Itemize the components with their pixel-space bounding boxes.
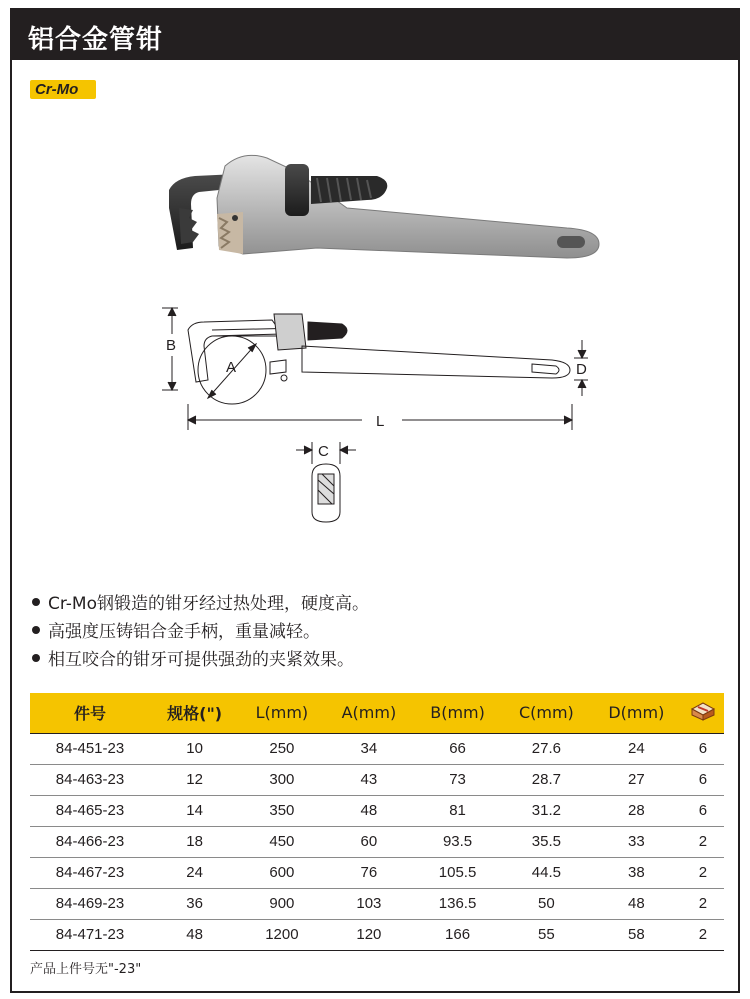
table-cell: 55 <box>502 919 591 950</box>
feature-item: 高强度压铸铝合金手柄，重量减轻。 <box>32 618 722 646</box>
feature-list <box>32 590 722 674</box>
table-cell: 18 <box>150 826 239 857</box>
col-a: A(mm) <box>325 693 414 733</box>
pipe-wrench-photo <box>147 138 627 278</box>
table-cell: 350 <box>239 795 324 826</box>
table-cell: 84-467-23 <box>30 857 150 888</box>
box-icon <box>690 701 716 721</box>
col-b: B(mm) <box>413 693 502 733</box>
spec-table-body <box>30 733 724 950</box>
table-cell: 34 <box>325 733 414 764</box>
table-cell: 36 <box>150 888 239 919</box>
label-b: B <box>166 337 177 354</box>
table-cell: 81 <box>413 795 502 826</box>
table-row <box>30 795 724 826</box>
table-cell: 84-466-23 <box>30 826 150 857</box>
label-d: D <box>576 361 587 378</box>
catalog-frame <box>10 8 740 993</box>
table-cell: 1200 <box>239 919 324 950</box>
table-cell: 12 <box>150 764 239 795</box>
table-cell: 300 <box>239 764 324 795</box>
table-cell: 93.5 <box>413 826 502 857</box>
table-row <box>30 857 724 888</box>
header-bar <box>12 10 738 60</box>
table-cell: 28.7 <box>502 764 591 795</box>
table-cell: 35.5 <box>502 826 591 857</box>
table-cell: 24 <box>591 733 682 764</box>
footnote: 产品上件号无"-23" <box>30 962 142 977</box>
label-a: A <box>226 359 237 376</box>
col-c: C(mm) <box>502 693 591 733</box>
table-cell: 48 <box>591 888 682 919</box>
col-part-number: 件号 <box>30 693 150 733</box>
col-package <box>682 693 724 733</box>
table-cell: 10 <box>150 733 239 764</box>
table-header-row <box>30 693 724 733</box>
spec-table <box>30 693 724 951</box>
table-cell: 43 <box>325 764 414 795</box>
table-cell: 27 <box>591 764 682 795</box>
bullet-icon <box>32 598 40 606</box>
table-cell: 103 <box>325 888 414 919</box>
feature-item: Cr-Mo钢锻造的钳牙经过热处理，硬度高。 <box>32 590 722 618</box>
table-cell: 38 <box>591 857 682 888</box>
table-cell: 250 <box>239 733 324 764</box>
table-cell: 66 <box>413 733 502 764</box>
table-cell: 76 <box>325 857 414 888</box>
table-cell: 84-451-23 <box>30 733 150 764</box>
table-cell: 48 <box>150 919 239 950</box>
dimension-drawing <box>152 300 612 540</box>
table-cell: 105.5 <box>413 857 502 888</box>
table-row <box>30 888 724 919</box>
table-row <box>30 733 724 764</box>
table-cell: 84-465-23 <box>30 795 150 826</box>
table-cell: 2 <box>682 888 724 919</box>
table-cell: 900 <box>239 888 324 919</box>
table-cell: 136.5 <box>413 888 502 919</box>
table-cell: 48 <box>325 795 414 826</box>
table-cell: 6 <box>682 733 724 764</box>
bullet-icon <box>32 654 40 662</box>
table-cell: 166 <box>413 919 502 950</box>
table-cell: 84-469-23 <box>30 888 150 919</box>
table-cell: 28 <box>591 795 682 826</box>
label-c: C <box>318 443 329 460</box>
col-size: 规格(") <box>150 693 239 733</box>
table-cell: 50 <box>502 888 591 919</box>
table-row <box>30 764 724 795</box>
table-row <box>30 826 724 857</box>
table-cell: 2 <box>682 919 724 950</box>
label-l: L <box>376 413 385 430</box>
table-cell: 2 <box>682 857 724 888</box>
table-cell: 6 <box>682 764 724 795</box>
table-cell: 73 <box>413 764 502 795</box>
table-cell: 450 <box>239 826 324 857</box>
table-cell: 84-463-23 <box>30 764 150 795</box>
material-badge: Cr-Mo <box>30 80 96 99</box>
table-cell: 33 <box>591 826 682 857</box>
table-cell: 31.2 <box>502 795 591 826</box>
table-cell: 84-471-23 <box>30 919 150 950</box>
col-l: L(mm) <box>239 693 324 733</box>
feature-item: 相互咬合的钳牙可提供强劲的夹紧效果。 <box>32 646 722 674</box>
table-cell: 14 <box>150 795 239 826</box>
table-cell: 58 <box>591 919 682 950</box>
bullet-icon <box>32 626 40 634</box>
table-cell: 24 <box>150 857 239 888</box>
table-cell: 27.6 <box>502 733 591 764</box>
table-cell: 120 <box>325 919 414 950</box>
table-cell: 600 <box>239 857 324 888</box>
table-cell: 44.5 <box>502 857 591 888</box>
table-cell: 2 <box>682 826 724 857</box>
table-cell: 60 <box>325 826 414 857</box>
table-cell: 6 <box>682 795 724 826</box>
table-row <box>30 919 724 950</box>
page-title: 铝合金管钳 <box>28 25 164 55</box>
col-d: D(mm) <box>591 693 682 733</box>
